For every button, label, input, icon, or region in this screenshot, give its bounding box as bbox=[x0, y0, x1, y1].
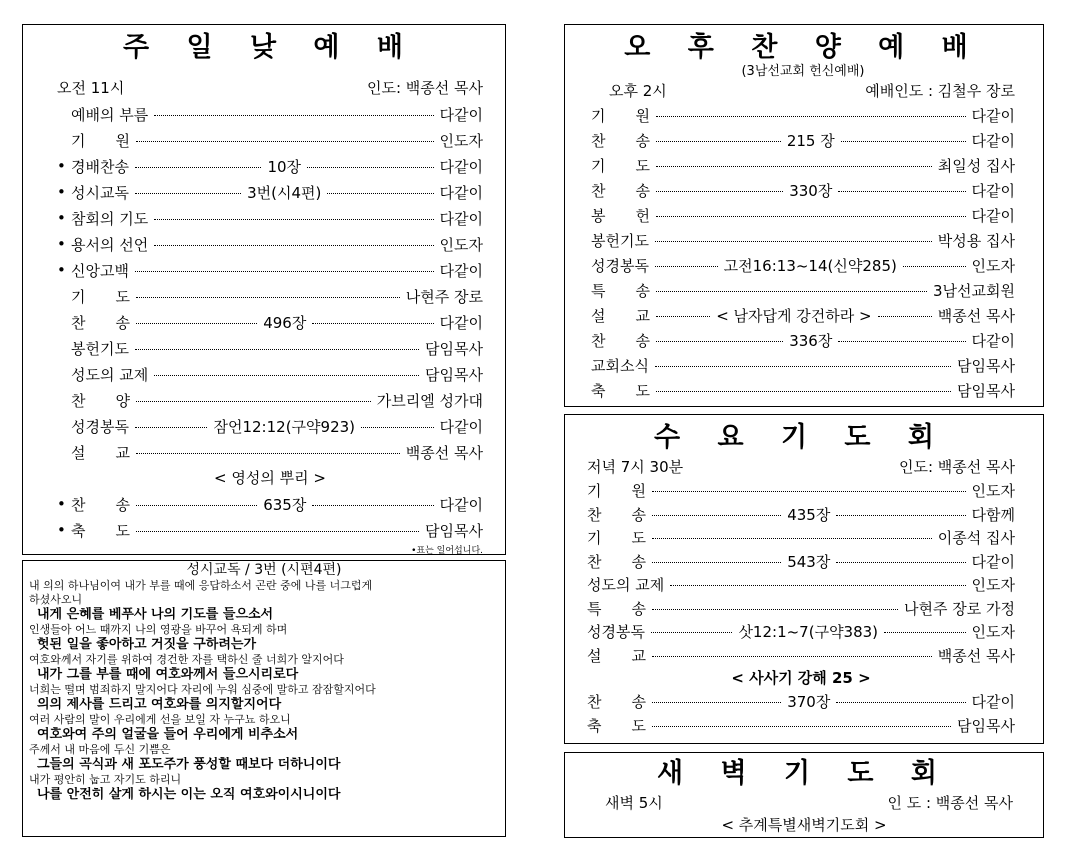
item-label: 찬 송 bbox=[591, 182, 650, 200]
dotted-leader bbox=[154, 219, 433, 220]
dotted-leader bbox=[136, 323, 257, 324]
sunday-order-list-2 bbox=[57, 491, 483, 543]
item-value: 다같이 bbox=[971, 552, 1015, 571]
dotted-leader bbox=[312, 505, 433, 506]
reading-leader-line: 주께서 내 마음에 두신 기쁨은 bbox=[29, 743, 171, 756]
item-value: 백종선 목사 bbox=[405, 443, 483, 462]
order-item bbox=[591, 178, 1015, 203]
item-value: 다같이 bbox=[439, 495, 483, 514]
item-label: 기 원 bbox=[71, 131, 130, 150]
order-item bbox=[57, 101, 483, 127]
item-detail: 635장 bbox=[263, 495, 307, 514]
item-label: 성경봉독 bbox=[587, 623, 645, 642]
item-label: 용서의 선언 bbox=[71, 235, 149, 254]
item-value: 인도자 bbox=[971, 257, 1015, 275]
item-label: 기 원 bbox=[587, 482, 646, 501]
wednesday-time: 저녁 7시 30분 bbox=[587, 458, 684, 476]
item-label: 기 도 bbox=[587, 529, 646, 548]
item-detail: 잠언12:12(구약923) bbox=[213, 417, 356, 436]
afternoon-title: 오 후 찬 양 예 배 bbox=[624, 32, 982, 63]
reading-response-line: 내가 그를 부를 때에 여호와께서 들으시리로다 bbox=[37, 667, 299, 682]
dotted-leader bbox=[652, 656, 932, 657]
item-value: 담임목사 bbox=[425, 365, 483, 384]
order-item bbox=[57, 439, 483, 465]
dotted-leader bbox=[652, 609, 898, 610]
dotted-leader bbox=[312, 323, 433, 324]
item-value: 다같이 bbox=[971, 182, 1015, 200]
item-value: 인도자 bbox=[439, 131, 483, 150]
order-item bbox=[57, 387, 483, 413]
item-detail: 543장 bbox=[787, 552, 831, 571]
dotted-leader bbox=[656, 166, 932, 167]
wednesday-title: 수 요 기 도 회 bbox=[653, 422, 948, 453]
item-value: 담임목사 bbox=[957, 382, 1015, 400]
afternoon-header bbox=[591, 79, 1015, 103]
order-item bbox=[591, 228, 1015, 253]
item-label: 축 도 bbox=[587, 716, 646, 735]
item-label: 찬 송 bbox=[591, 332, 650, 350]
dotted-leader bbox=[655, 366, 951, 367]
order-item bbox=[57, 413, 483, 439]
order-item bbox=[591, 203, 1015, 228]
reading-leader-line: 인생들아 어느 때까지 나의 영광을 바꾸어 욕되게 하며 bbox=[29, 623, 288, 636]
sunday-title: 주 일 낮 예 배 bbox=[122, 32, 417, 63]
item-value: 다같이 bbox=[971, 332, 1015, 350]
order-item bbox=[591, 253, 1015, 278]
dotted-leader bbox=[656, 316, 710, 317]
dotted-leader bbox=[135, 271, 434, 272]
item-label: 봉 헌 bbox=[591, 207, 650, 225]
item-detail: 336장 bbox=[789, 332, 833, 350]
order-item bbox=[57, 127, 483, 153]
wednesday-leader: 인도: 백종선 목사 bbox=[898, 458, 1015, 476]
dotted-leader bbox=[136, 453, 400, 454]
dotted-leader bbox=[135, 349, 419, 350]
order-item bbox=[591, 353, 1015, 378]
dawn-header bbox=[595, 791, 1013, 815]
item-detail: < 남자답게 강건하라 > bbox=[716, 307, 872, 325]
dawn-title: 새 벽 기 도 회 bbox=[656, 758, 951, 789]
bullet-mark: • bbox=[57, 235, 66, 253]
item-value: 백종선 목사 bbox=[937, 646, 1015, 665]
dotted-leader bbox=[307, 167, 433, 168]
reading-title: 성시교독 / 3번 (시편4편) bbox=[186, 562, 342, 578]
dotted-leader bbox=[878, 316, 932, 317]
dotted-leader bbox=[136, 401, 371, 402]
item-detail: 435장 bbox=[787, 505, 831, 524]
order-item bbox=[587, 620, 1015, 644]
order-item bbox=[591, 378, 1015, 403]
item-label: 찬 송 bbox=[71, 313, 130, 332]
item-detail: 고전16:13~14(신약285) bbox=[723, 257, 897, 275]
order-item bbox=[57, 283, 483, 309]
item-detail: 삿12:1~7(구약383) bbox=[738, 623, 879, 642]
item-value: 이종석 집사 bbox=[937, 529, 1015, 548]
dotted-leader bbox=[135, 167, 261, 168]
dotted-leader bbox=[652, 726, 951, 727]
order-item bbox=[57, 491, 483, 517]
wednesday-header bbox=[587, 455, 1015, 479]
item-value: 다같이 bbox=[971, 692, 1015, 711]
dotted-leader bbox=[651, 632, 732, 633]
item-label: 축 도 bbox=[71, 521, 130, 540]
item-value: 인도자 bbox=[971, 623, 1015, 642]
item-label: 특 송 bbox=[587, 599, 646, 618]
dotted-leader bbox=[652, 562, 781, 563]
item-value: 다같이 bbox=[971, 207, 1015, 225]
dotted-leader bbox=[884, 632, 965, 633]
item-label: 찬 송 bbox=[587, 552, 646, 571]
order-item bbox=[57, 517, 483, 543]
item-value: 백종선 목사 bbox=[937, 307, 1015, 325]
dotted-leader bbox=[656, 391, 951, 392]
order-item bbox=[587, 597, 1015, 621]
item-value: 다같이 bbox=[971, 107, 1015, 125]
bullet-mark: • bbox=[57, 209, 66, 227]
item-label: 신앙고백 bbox=[71, 261, 129, 280]
item-label: 설 교 bbox=[71, 443, 130, 462]
item-value: 다같이 bbox=[439, 105, 483, 124]
order-item bbox=[57, 309, 483, 335]
dotted-leader bbox=[655, 266, 718, 267]
sunday-standing-note: •표는 일어섭니다. bbox=[411, 546, 483, 556]
item-value: 최일성 집사 bbox=[937, 157, 1015, 175]
item-detail: 3번(시4편) bbox=[247, 183, 322, 202]
order-item bbox=[591, 328, 1015, 353]
item-value: 다같이 bbox=[439, 157, 483, 176]
order-item bbox=[591, 278, 1015, 303]
afternoon-service-box bbox=[564, 24, 1044, 407]
sunday-sermon-title: < 영성의 뿌리 > bbox=[214, 469, 326, 487]
order-item bbox=[591, 303, 1015, 328]
order-item bbox=[587, 713, 1015, 737]
reading-lines bbox=[29, 579, 499, 803]
item-value: 담임목사 bbox=[425, 339, 483, 358]
reading-leader-line: 너희는 떨며 범죄하지 말지어다 자리에 누워 심중에 말하고 잠잠할지어다 bbox=[29, 683, 376, 696]
wednesday-service-box bbox=[564, 414, 1044, 744]
wednesday-order-list-2 bbox=[587, 689, 1015, 737]
order-item bbox=[591, 153, 1015, 178]
item-value: 다함께 bbox=[971, 505, 1015, 524]
dotted-leader bbox=[154, 245, 433, 246]
item-label: 봉헌기도 bbox=[591, 232, 649, 250]
dotted-leader bbox=[838, 341, 965, 342]
item-label: 경배찬송 bbox=[71, 157, 129, 176]
sunday-time: 오전 11시 bbox=[57, 79, 125, 97]
item-label: 성경봉독 bbox=[591, 257, 649, 275]
dotted-leader bbox=[652, 702, 781, 703]
dotted-leader bbox=[903, 266, 966, 267]
dotted-leader bbox=[652, 491, 966, 492]
reading-leader-line: 내 의의 하나님이여 내가 부를 때에 응답하소서 곤란 중에 나를 너그럽게 bbox=[29, 579, 373, 592]
dotted-leader bbox=[838, 191, 965, 192]
item-value: 담임목사 bbox=[425, 521, 483, 540]
item-value: 나현주 장로 bbox=[405, 287, 483, 306]
dotted-leader bbox=[836, 562, 965, 563]
afternoon-leader: 예배인도 : 김철우 장로 bbox=[865, 82, 1015, 100]
dawn-note: < 추계특별새벽기도회 > bbox=[721, 816, 887, 834]
item-value: 다같이 bbox=[439, 183, 483, 202]
order-item bbox=[57, 153, 483, 179]
reading-leader-line: 여러 사람의 말이 우리에게 선을 보일 자 누구뇨 하오니 bbox=[29, 713, 291, 726]
item-detail: 10장 bbox=[267, 157, 302, 176]
order-item bbox=[587, 526, 1015, 550]
item-label: 예배의 부름 bbox=[71, 105, 149, 124]
order-item bbox=[591, 128, 1015, 153]
dawn-leader: 인 도 : 백종선 목사 bbox=[887, 794, 1013, 812]
dotted-leader bbox=[656, 341, 783, 342]
dotted-leader bbox=[136, 297, 400, 298]
sunday-leader: 인도: 백종선 목사 bbox=[366, 79, 483, 97]
order-item bbox=[57, 335, 483, 361]
item-label: 찬 송 bbox=[591, 132, 650, 150]
order-item bbox=[591, 103, 1015, 128]
item-value: 박성용 집사 bbox=[937, 232, 1015, 250]
wednesday-sermon-title: < 사사기 강해 25 > bbox=[731, 669, 871, 687]
item-label: 설 교 bbox=[591, 307, 650, 325]
order-item bbox=[57, 179, 483, 205]
item-detail: 370장 bbox=[787, 692, 831, 711]
dotted-leader bbox=[154, 375, 419, 376]
item-value: 담임목사 bbox=[957, 716, 1015, 735]
dotted-leader bbox=[656, 216, 966, 217]
dotted-leader bbox=[652, 515, 781, 516]
sunday-order-list bbox=[57, 101, 483, 465]
bullet-mark: • bbox=[57, 521, 66, 539]
dotted-leader bbox=[836, 702, 965, 703]
dotted-leader bbox=[327, 193, 433, 194]
sunday-header bbox=[57, 77, 483, 101]
item-value: 다같이 bbox=[439, 209, 483, 228]
afternoon-order-list bbox=[591, 103, 1015, 403]
item-value: 다같이 bbox=[439, 261, 483, 280]
item-value: 다같이 bbox=[439, 313, 483, 332]
dawn-service-box bbox=[564, 752, 1044, 838]
item-value: 담임목사 bbox=[957, 357, 1015, 375]
reading-response-line: 의의 제사를 드리고 여호와를 의지할지어다 bbox=[37, 697, 282, 712]
item-value: 인도자 bbox=[971, 482, 1015, 501]
order-item bbox=[57, 231, 483, 257]
item-label: 성경봉독 bbox=[71, 417, 129, 436]
afternoon-time: 오후 2시 bbox=[609, 82, 667, 100]
item-detail: 215 장 bbox=[786, 132, 835, 150]
order-item bbox=[587, 644, 1015, 668]
item-value: 다같이 bbox=[439, 417, 483, 436]
dotted-leader bbox=[154, 115, 433, 116]
item-value: 다같이 bbox=[971, 132, 1015, 150]
dotted-leader bbox=[655, 241, 932, 242]
wednesday-order-list bbox=[587, 479, 1015, 667]
item-value: 인도자 bbox=[439, 235, 483, 254]
dotted-leader bbox=[670, 585, 965, 586]
reading-leader-line: 하셨사오니 bbox=[29, 593, 83, 606]
bullet-mark: • bbox=[57, 261, 66, 279]
dawn-time: 새벽 5시 bbox=[605, 794, 663, 812]
dotted-leader bbox=[136, 505, 257, 506]
dotted-leader bbox=[135, 427, 208, 428]
afternoon-subtitle: (3남선교회 헌신예배) bbox=[741, 64, 865, 79]
item-label: 찬 송 bbox=[587, 692, 646, 711]
dotted-leader bbox=[656, 116, 966, 117]
dotted-leader bbox=[656, 191, 783, 192]
item-label: 축 도 bbox=[591, 382, 650, 400]
reading-response-line: 내게 은혜를 베푸사 나의 기도를 들으소서 bbox=[37, 607, 274, 622]
order-item bbox=[587, 503, 1015, 527]
item-label: 봉헌기도 bbox=[71, 339, 129, 358]
item-detail: 496장 bbox=[263, 313, 307, 332]
item-label: 교회소식 bbox=[591, 357, 649, 375]
reading-leader-line: 내가 평안히 눕고 자기도 하리니 bbox=[29, 773, 182, 786]
item-value: 나현주 장로 가정 bbox=[904, 599, 1015, 618]
item-label: 찬 송 bbox=[587, 505, 646, 524]
sunday-service-box bbox=[22, 24, 506, 555]
item-label: 특 송 bbox=[591, 282, 650, 300]
reading-response-line: 헛된 일을 좋아하고 거짓을 구하려는가 bbox=[37, 637, 257, 652]
dotted-leader bbox=[361, 427, 434, 428]
dotted-leader bbox=[136, 141, 434, 142]
dotted-leader bbox=[136, 531, 419, 532]
dotted-leader bbox=[652, 538, 932, 539]
item-label: 기 도 bbox=[71, 287, 130, 306]
item-label: 찬 양 bbox=[71, 391, 130, 410]
item-value: 인도자 bbox=[971, 576, 1015, 595]
item-label: 성도의 교제 bbox=[71, 365, 149, 384]
order-item bbox=[57, 361, 483, 387]
item-label: 성시교독 bbox=[71, 183, 129, 202]
reading-response-line: 여호와여 주의 얼굴을 들어 우리에게 비추소서 bbox=[37, 727, 299, 742]
dotted-leader bbox=[656, 291, 927, 292]
item-value: 3남선교회원 bbox=[933, 282, 1015, 300]
order-item bbox=[57, 257, 483, 283]
order-item bbox=[587, 479, 1015, 503]
reading-response-line: 그들의 곡식과 새 포도주가 풍성할 때보다 더하니이다 bbox=[37, 757, 341, 772]
dotted-leader bbox=[836, 515, 965, 516]
order-item bbox=[587, 573, 1015, 597]
item-label: 기 원 bbox=[591, 107, 650, 125]
responsive-reading-box bbox=[22, 560, 506, 837]
dotted-leader bbox=[841, 141, 966, 142]
item-value: 가브리엘 성가대 bbox=[376, 391, 483, 410]
order-item bbox=[587, 689, 1015, 713]
reading-leader-line: 여호와께서 자기를 위하여 경건한 자를 택하신 줄 너희가 알지어다 bbox=[29, 653, 344, 666]
order-item bbox=[57, 205, 483, 231]
item-label: 기 도 bbox=[591, 157, 650, 175]
item-detail: 330장 bbox=[789, 182, 833, 200]
order-item bbox=[587, 550, 1015, 574]
item-label: 성도의 교제 bbox=[587, 576, 665, 595]
bullet-mark: • bbox=[57, 495, 66, 513]
reading-response-line: 나를 안전히 살게 하시는 이는 오직 여호와이시니이다 bbox=[37, 787, 341, 802]
item-label: 설 교 bbox=[587, 646, 646, 665]
item-label: 참회의 기도 bbox=[71, 209, 149, 228]
bullet-mark: • bbox=[57, 183, 66, 201]
bullet-mark: • bbox=[57, 157, 66, 175]
item-label: 찬 송 bbox=[71, 495, 130, 514]
dotted-leader bbox=[656, 141, 781, 142]
dotted-leader bbox=[135, 193, 241, 194]
